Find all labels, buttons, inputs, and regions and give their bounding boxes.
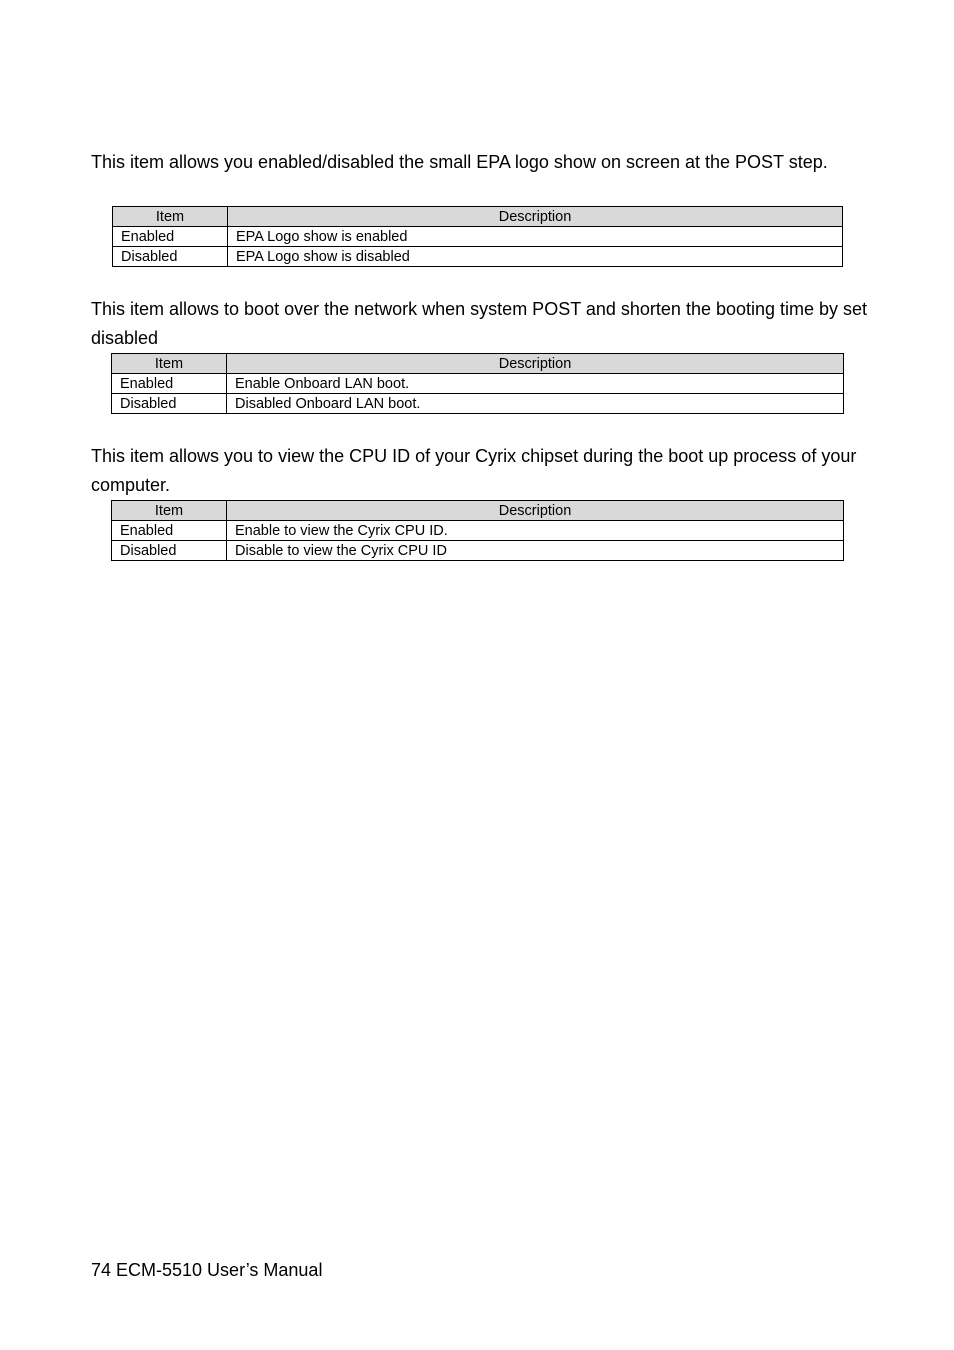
table-header-row — [113, 207, 843, 227]
cell-item: Enabled — [112, 521, 227, 541]
table-header-row — [112, 354, 844, 374]
header-description: Description — [227, 354, 844, 374]
cell-item: Enabled — [112, 374, 227, 394]
header-item: Item — [112, 354, 227, 374]
lan-boot-options-table — [111, 353, 844, 414]
header-description: Description — [227, 501, 844, 521]
cell-description: Disable to view the Cyrix CPU ID — [227, 541, 844, 561]
table-row — [112, 374, 844, 394]
epa-logo-description: This item allows you enabled/disabled the small EPA logo show on screen at the POST step. — [91, 152, 828, 172]
table-row — [112, 394, 844, 414]
cell-item: Enabled — [113, 227, 228, 247]
table-row — [112, 541, 844, 561]
cpu-id-description: This item allows you to view the CPU ID of your Cyrix chipset during the boot up process of your computer. — [91, 446, 857, 495]
header-item: Item — [112, 501, 227, 521]
cell-description: Enable to view the Cyrix CPU ID. — [227, 521, 844, 541]
header-description: Description — [228, 207, 843, 227]
page-footer: 74 ECM-5510 User’s Manual — [91, 1260, 323, 1280]
cpu-id-options-table — [111, 500, 844, 561]
cell-description: Disabled Onboard LAN boot. — [227, 394, 844, 414]
cell-description: EPA Logo show is enabled — [228, 227, 843, 247]
cell-item: Disabled — [112, 394, 227, 414]
epa-logo-options-table — [112, 206, 843, 267]
table-row — [112, 521, 844, 541]
header-item: Item — [113, 207, 228, 227]
cell-item: Disabled — [113, 247, 228, 267]
lan-boot-description: This item allows to boot over the network when system POST and shorten the booting time by set disabled — [91, 299, 868, 348]
cell-item: Disabled — [112, 541, 227, 561]
table-header-row — [112, 501, 844, 521]
table-row — [113, 247, 843, 267]
cell-description: Enable Onboard LAN boot. — [227, 374, 844, 394]
table-row — [113, 227, 843, 247]
cell-description: EPA Logo show is disabled — [228, 247, 843, 267]
